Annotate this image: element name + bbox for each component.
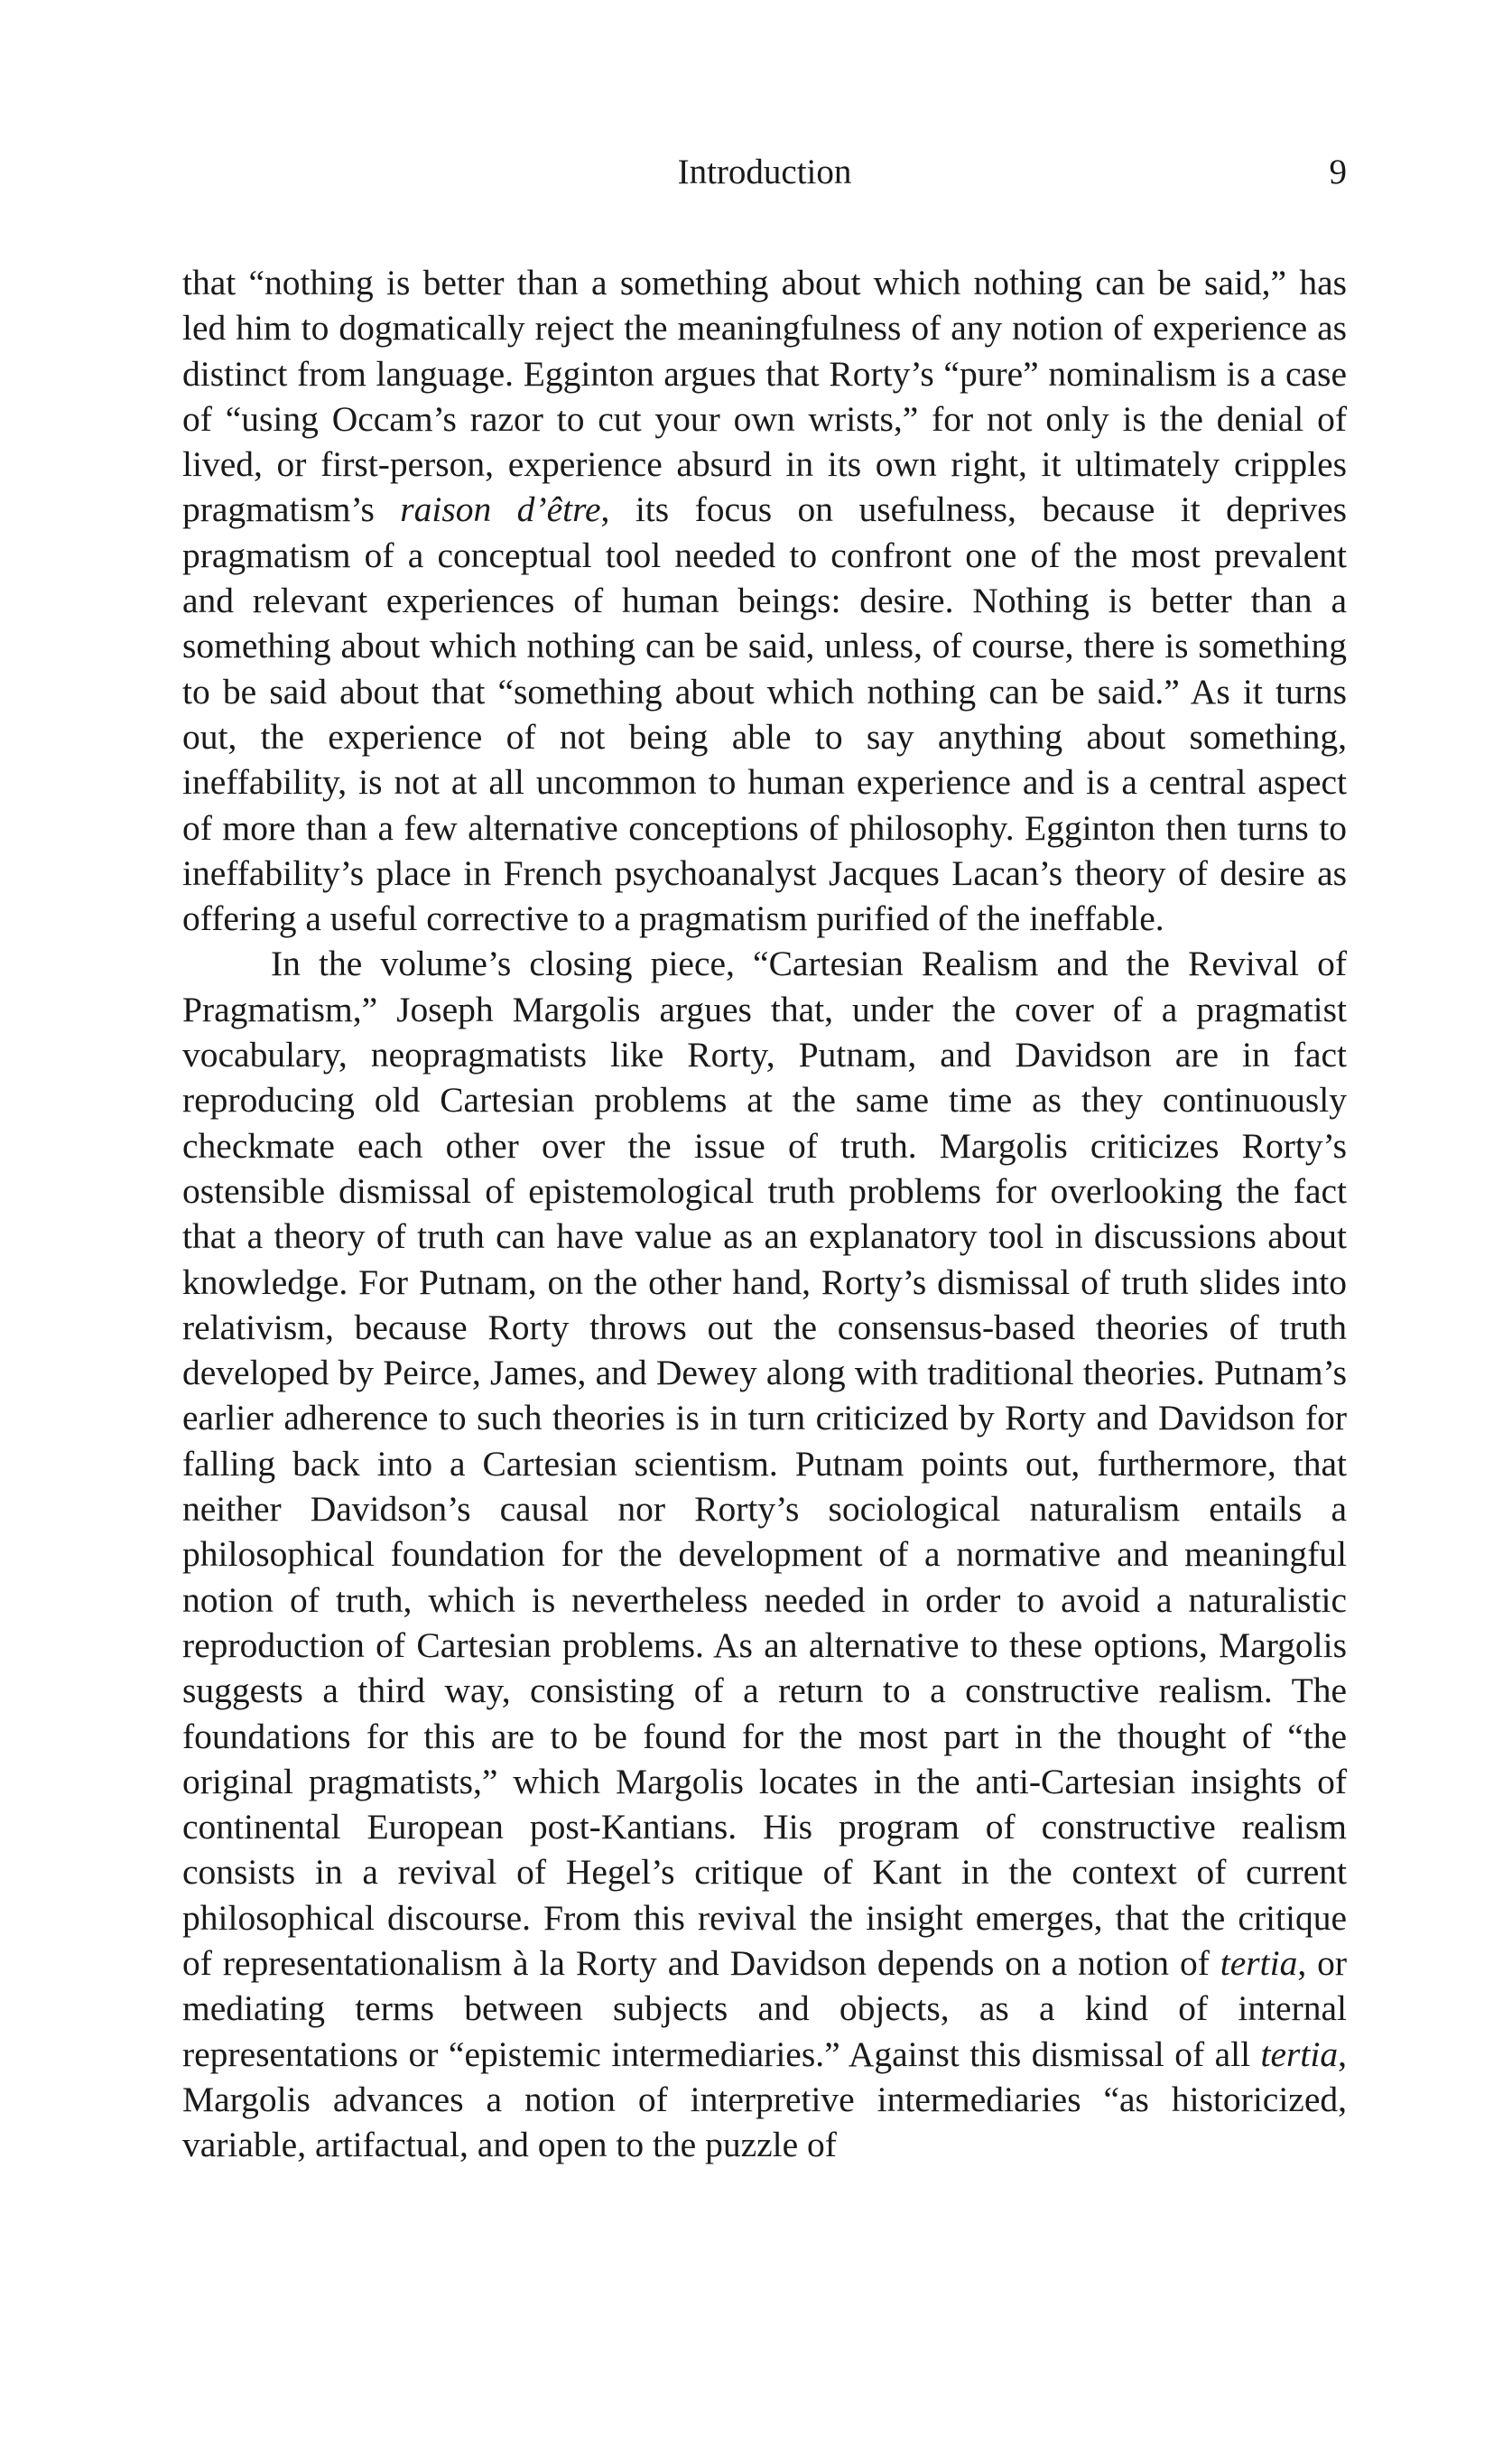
running-head (182, 150, 1347, 195)
italic-phrase: raison d’être (400, 489, 601, 530)
text-run: , Margolis advances a notion of interpretive intermediaries “as historicized, variable, artifactual, and open to the puzzle of (182, 2033, 1347, 2165)
running-title: Introduction (677, 153, 852, 191)
text-run: , its focus on usefulness, because it deprives pragmatism of a conceptual tool needed to confront one of the most prevalent and relevant experiences of human beings: desire. Nothing is better than a something about which nothing can be said, unless, of course, there is something to be said about that “something about which nothing can be said.” As it turns out, the experience of not being able to say anything about something, ineffability, is not at all uncommon to human experience and is a central aspect of more than a few alternative conceptions of philosophy. Egginton then turns to ineffability’s place in French psychoanalyst Jacques Lacan’s theory of desire as offering a useful corrective to a pragmatism purified of the ineffable. (182, 489, 1347, 939)
text-run: , or mediating terms between subjects and objects, as a kind of internal representations or “epistemic intermediaries.” Against this dismissal of all (182, 1942, 1348, 2074)
paragraph (182, 941, 1347, 2167)
body-text (182, 260, 1347, 2167)
page-number: 9 (1329, 153, 1347, 191)
paragraph-continued (182, 260, 1347, 941)
italic-phrase: tertia (1220, 1942, 1298, 1983)
text-run: In the volume’s closing piece, “Cartesian Realism and the Revival of Pragmatism,” Joseph Margolis argues that, under the cover of a pragmatist vocabulary, neopragmatists like Rorty, Putnam, and Davidson are in fact reproducing old Cartesian problems at the same time as they continuously checkmate each other over the issue of truth. Margolis criticizes Rorty’s ostensible dismissal of epistemological truth problems for overlooking the fact that a theory of truth can have value as an explanatory tool in discussions about knowledge. For Putnam, on the other hand, Rorty’s dismissal of truth slides into relativism, because Rorty throws out the consensus-based theories of truth developed by Peirce, James, and Dewey along with traditional theories. Putnam’s earlier adherence to such theories is in turn criticized by Rorty and Davidson for falling back into a Cartesian scientism. Putnam points out, furthermore, that neither Davidson’s causal nor Rorty’s sociological naturalism entails a philosophical foundation for the development of a normative and meaningful notion of truth, which is nevertheless needed in order to avoid a naturalistic reproduction of Cartesian problems. As an alternative to these options, Margolis suggests a third way, consisting of a return to a constructive realism. The foundations for this are to be found for the most part in the thought of “the original pragmatists,” which Margolis locates in the anti-Cartesian insights of continental European post-Kantians. His program of constructive realism consists in a revival of Hegel’s critique of Kant in the context of current philosophical discourse. From this revival the insight emerges, that the critique of representationalism à la Rorty and Davidson depends on a notion of (182, 944, 1347, 1983)
text-run: that “nothing is better than a something about which nothing can be said,” has led him to dogmatically reject the meaningfulness of any notion of experience as distinct from language. Egginton argues that Rorty’s “pure” nominalism is a case of “using Occam’s razor to cut your own wrists,” for not only is the denial of lived, or first-person, experience absurd in its own right, it ultimately cripples pragmatism’s (182, 263, 1347, 530)
italic-phrase: tertia (1260, 2033, 1339, 2074)
